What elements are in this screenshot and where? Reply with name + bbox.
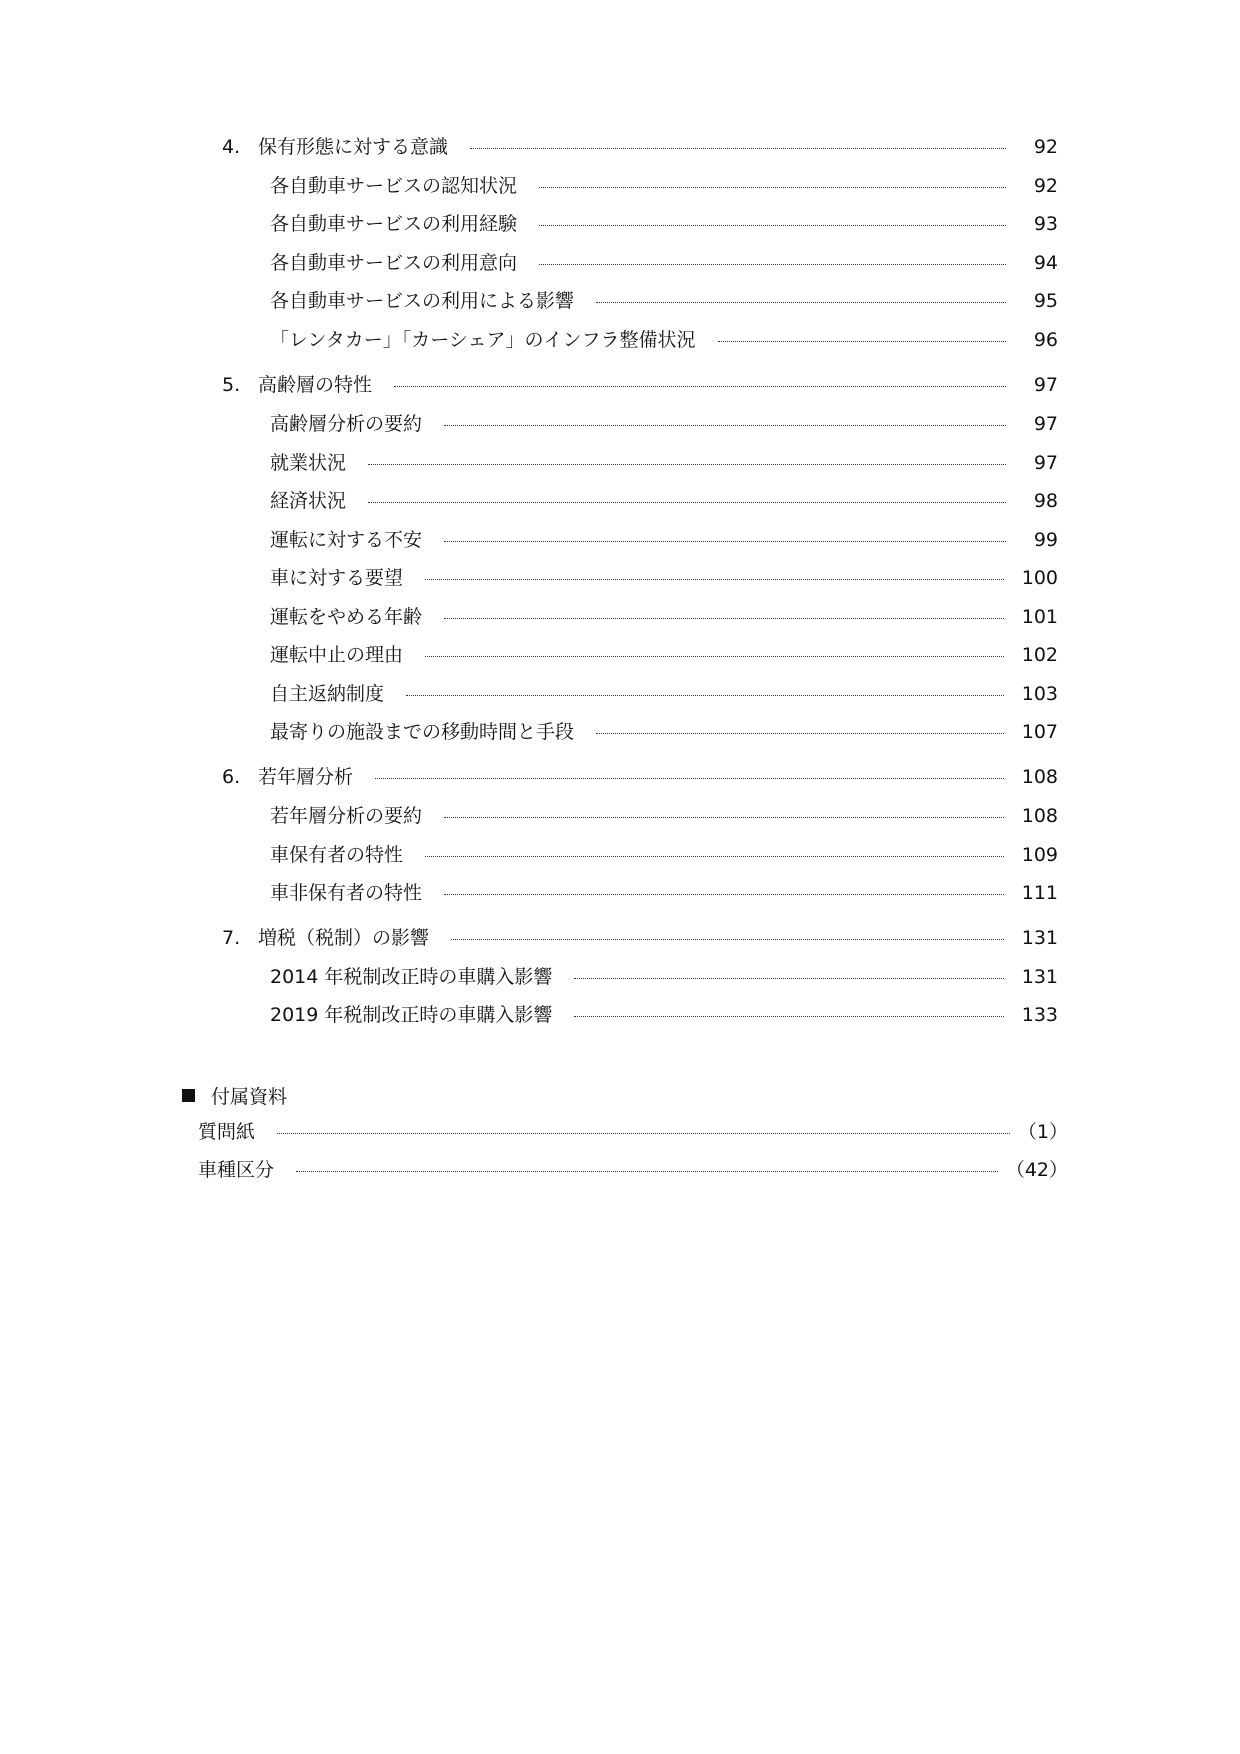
dot-leader <box>596 302 1006 303</box>
page-number: 92 <box>1033 175 1058 197</box>
toc-entry[interactable] <box>270 801 1058 831</box>
chapter-title: 保有形態に対する意識 <box>258 136 449 158</box>
entry-title: 自主返納制度 <box>270 683 385 705</box>
chapter-number: 4. <box>222 136 241 158</box>
entry-title: 車種区分 <box>198 1159 275 1181</box>
entry-title: 若年層分析の要約 <box>270 805 423 827</box>
page-number: 109 <box>1021 844 1058 866</box>
dot-leader <box>444 425 1006 426</box>
black-square-icon <box>182 1089 195 1102</box>
dot-leader <box>539 187 1006 188</box>
toc-entry[interactable] <box>270 602 1058 632</box>
toc-entry[interactable] <box>270 878 1058 908</box>
page-number: （1） <box>1017 1121 1068 1143</box>
toc-entry[interactable] <box>270 962 1058 992</box>
dot-leader <box>539 225 1006 226</box>
toc-entry[interactable] <box>270 486 1058 516</box>
toc-entry[interactable] <box>270 640 1058 670</box>
dot-leader <box>574 978 1003 979</box>
chapter-number: 6. <box>222 766 241 788</box>
toc-chapter-4[interactable] <box>222 132 1058 162</box>
page-number: 101 <box>1021 606 1058 628</box>
chapter-number: 7. <box>222 927 241 949</box>
page-number: 97 <box>1033 374 1058 396</box>
entry-title: 就業状況 <box>270 452 347 474</box>
dot-leader <box>574 1016 1003 1017</box>
page-number: （42） <box>1005 1159 1068 1181</box>
entry-title: 運転に対する不安 <box>270 529 423 551</box>
toc-entry[interactable] <box>270 717 1058 747</box>
page-number: 92 <box>1033 136 1058 158</box>
chapter-number: 5. <box>222 374 241 396</box>
toc-entry[interactable] <box>270 563 1058 593</box>
toc-entry[interactable] <box>270 248 1058 278</box>
page-number: 97 <box>1033 413 1058 435</box>
page-number: 95 <box>1033 290 1058 312</box>
toc-entry[interactable] <box>270 1000 1058 1030</box>
page-number: 103 <box>1021 683 1058 705</box>
entry-title: 2014 年税制改正時の車購入影響 <box>270 966 553 988</box>
entry-title: 各自動車サービスの利用経験 <box>270 213 518 235</box>
entry-title: 2019 年税制改正時の車購入影響 <box>270 1004 553 1026</box>
toc-entry[interactable] <box>270 679 1058 709</box>
toc-chapter-7[interactable] <box>222 923 1058 953</box>
page-number: 97 <box>1033 452 1058 474</box>
entry-title: 車に対する要望 <box>270 567 404 589</box>
toc-entry[interactable] <box>270 525 1058 555</box>
dot-leader <box>394 386 1006 387</box>
toc-appendix-entry[interactable] <box>198 1117 1068 1147</box>
chapter-title: 増税（税制）の影響 <box>258 927 430 949</box>
appendix-heading <box>182 1080 287 1110</box>
dot-leader <box>451 939 1004 940</box>
toc-entry[interactable] <box>270 209 1058 239</box>
toc-entry[interactable] <box>270 171 1058 201</box>
page-number: 98 <box>1033 490 1058 512</box>
dot-leader <box>444 541 1006 542</box>
page-number: 131 <box>1021 927 1058 949</box>
page-number: 111 <box>1021 882 1058 904</box>
toc-entry[interactable] <box>270 409 1058 439</box>
entry-title: 車非保有者の特性 <box>270 882 423 904</box>
toc-entry[interactable] <box>270 840 1058 870</box>
dot-leader <box>444 618 1004 619</box>
toc-chapter-5[interactable] <box>222 370 1058 400</box>
dot-leader <box>425 856 1004 857</box>
dot-leader <box>368 502 1006 503</box>
page-number: 102 <box>1021 644 1058 666</box>
entry-title: 各自動車サービスの利用意向 <box>270 252 518 274</box>
dot-leader <box>539 264 1006 265</box>
page-number: 100 <box>1021 567 1058 589</box>
dot-leader <box>406 695 1004 696</box>
dot-leader <box>596 733 1004 734</box>
entry-title: 各自動車サービスの認知状況 <box>270 175 518 197</box>
toc-entry[interactable] <box>270 325 1058 355</box>
dot-leader <box>368 464 1006 465</box>
entry-title: 運転をやめる年齢 <box>270 606 423 628</box>
page-number: 96 <box>1033 329 1058 351</box>
page-number: 133 <box>1021 1004 1058 1026</box>
entry-title: 質問紙 <box>198 1121 256 1143</box>
entry-title: 車保有者の特性 <box>270 844 404 866</box>
appendix-title: 付属資料 <box>211 1085 288 1108</box>
dot-leader <box>444 894 1004 895</box>
toc-chapter-6[interactable] <box>222 762 1058 792</box>
entry-title: 運転中止の理由 <box>270 644 404 666</box>
dot-leader <box>296 1171 998 1172</box>
entry-title: 経済状況 <box>270 490 347 512</box>
chapter-title: 高齢層の特性 <box>258 374 373 396</box>
dot-leader <box>375 778 1004 779</box>
chapter-title: 若年層分析 <box>258 766 354 788</box>
toc-appendix-entry[interactable] <box>198 1155 1068 1185</box>
dot-leader <box>425 656 1004 657</box>
dot-leader <box>444 817 1004 818</box>
page-number: 94 <box>1033 252 1058 274</box>
page-number: 108 <box>1021 766 1058 788</box>
entry-title: 高齢層分析の要約 <box>270 413 423 435</box>
toc-entry[interactable] <box>270 448 1058 478</box>
toc-entry[interactable] <box>270 286 1058 316</box>
page-number: 93 <box>1033 213 1058 235</box>
page-number: 99 <box>1033 529 1058 551</box>
page-number: 107 <box>1021 721 1058 743</box>
page-number: 131 <box>1021 966 1058 988</box>
dot-leader <box>718 341 1006 342</box>
entry-title: 「レンタカー」「カーシェア」のインフラ整備状況 <box>270 329 696 351</box>
page-number: 108 <box>1021 805 1058 827</box>
entry-title: 最寄りの施設までの移動時間と手段 <box>270 721 575 743</box>
entry-title: 各自動車サービスの利用による影響 <box>270 290 575 312</box>
dot-leader <box>425 579 1004 580</box>
dot-leader <box>470 148 1006 149</box>
dot-leader <box>277 1133 1010 1134</box>
